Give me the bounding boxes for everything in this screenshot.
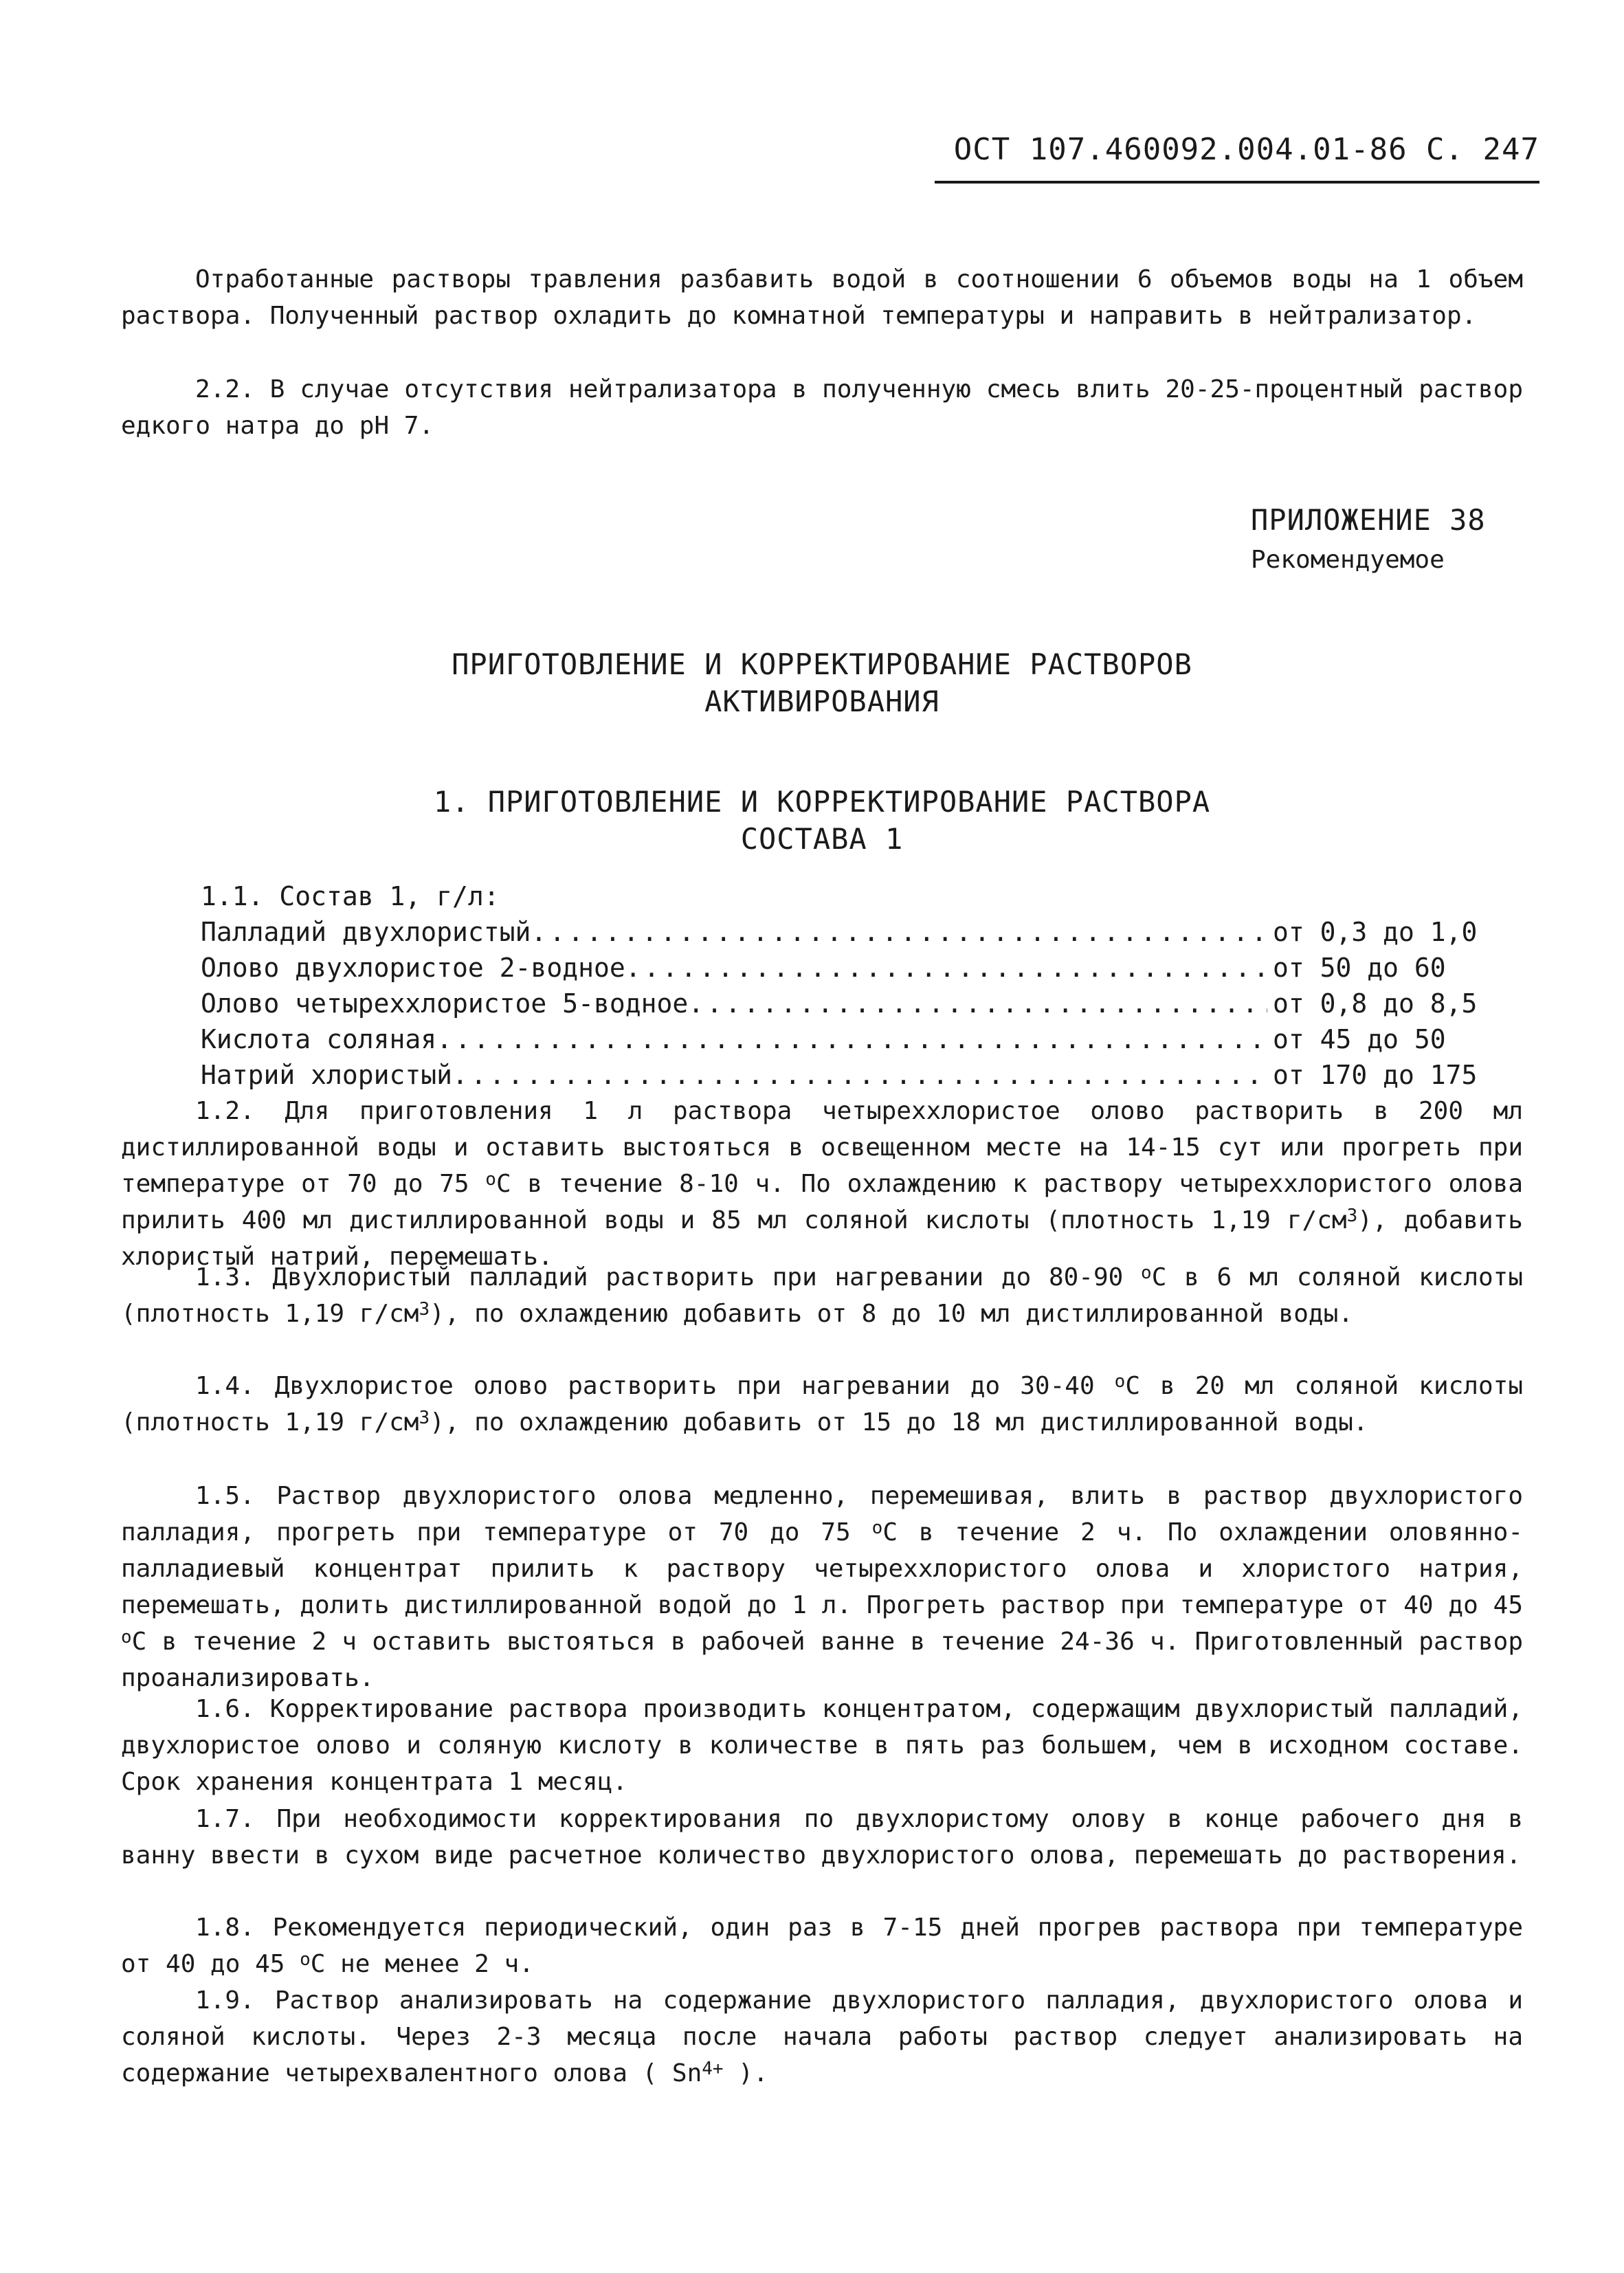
composition-table <box>201 878 1506 1093</box>
paragraph-1-7: 1.7. При необходимости корректирования по двухлористому олову в конце рабочего дня в ванну ввести в сухом виде расчетное количество двухлористого олова, перемешать до растворения. <box>121 1805 1523 1870</box>
component-range: от 170 до 175 <box>1273 1060 1478 1090</box>
composition-row <box>201 1021 1506 1057</box>
appendix-status: Рекомендуемое <box>1251 546 1445 574</box>
paragraph-2-2: 2.2. В случае отсутствия нейтрализатора в полученную смесь влить 20-25-процентный раствор едкого натра до pH 7. <box>121 375 1523 440</box>
paragraph-1-5: 1.5. Раствор двухлористого олова медленно, перемешивая, влить в раствор двухлористого палладия, прогреть при температуре от 70 до 75 $^o$С в течение 2 ч. По охлаждении оловянно-палладиевый концентрат прилить к раствору четыреххлористого олова и хлористого натрия, перемешать, долить дистиллированной водой до 1 л. Прогреть раствор при температуре от 40 до 45 $^o$С в течение 2 ч оставить выстояться в рабочей ванне в течение 24-36 ч. Приготовленный раствор проанализировать. <box>121 1482 1524 1692</box>
section-title <box>121 784 1523 858</box>
cube-sign: 3 <box>419 1299 430 1320</box>
composition-heading: 1.1. Состав 1, г/л: <box>201 881 500 911</box>
paragraph-1-9: 1.9. Раствор анализировать на содержание двухлористого палладия, двухлористого олова и соляной кислоты. Через 2-3 месяца после начала работы раствор следует анализировать на содержание четырехвалентного олова ( $Sn^{4+}$ ). <box>121 1986 1523 2087</box>
section-title-line-1: 1. ПРИГОТОВЛЕНИЕ И КОРРЕКТИРОВАНИЕ РАСТВОРА <box>433 785 1211 819</box>
paragraph-1-3: 1.3. Двухлористый палладий растворить при нагревании до 80-90 $^o$С в 6 мл соляной кислоты (плотность 1,19 $г/см^3$), по охлаждению добавить от 8 до 10 мл дистиллированной воды. <box>121 1263 1524 1328</box>
degree-sign: o <box>300 1949 311 1970</box>
paragraph-1-6: 1.6. Корректирование раствора производить концентратом, содержащим двухлористый палладий, двухлористое олово и соляную кислоту в количестве в пять раз большем, чем в исходном составе. Срок хранения концентрата 1 месяц. <box>121 1695 1523 1796</box>
component-range: от 0,3 до 1,0 <box>1273 917 1478 947</box>
component-name: Олово четыреххлористое 5-водное <box>201 988 689 1019</box>
appendix-number: ПРИЛОЖЕНИЕ 38 <box>1251 503 1486 537</box>
component-range: от 45 до 50 <box>1273 1024 1446 1054</box>
paragraph-1-2: 1.2. Для приготовления 1 л раствора четыреххлористое олово растворить в 200 мл дистиллированной воды и оставить выстояться в освещенном месте на 14-15 сут или прогреть при температуре от 70 до 75 $^o$С в течение 8-10 ч. По охлаждению к раствору четыреххлористого олова прилить 400 мл дистиллированной воды и 85 мл соляной кислоты (плотность 1,19 $г/см^3$), добавить хлористый натрий, перемешать. <box>121 1097 1524 1271</box>
degree-sign: o <box>485 1169 496 1190</box>
appendix-label <box>1251 500 1539 580</box>
component-name: Палладий двухлористый <box>201 917 531 947</box>
component-range: от 0,8 до 8,5 <box>1273 988 1478 1019</box>
page-header: ОСТ 107.460092.004.01-86 С. 247 <box>935 132 1539 184</box>
leader-dots <box>531 914 1267 950</box>
section-title-line-2: СОСТАВА 1 <box>740 822 904 856</box>
component-name: Натрий хлористый <box>201 1060 453 1090</box>
degree-sign: o <box>1114 1371 1126 1392</box>
composition-row <box>201 986 1506 1021</box>
document-title <box>121 646 1523 720</box>
composition-row <box>201 914 1506 950</box>
leader-dots <box>436 1021 1267 1057</box>
component-range: от 50 до 60 <box>1273 953 1446 983</box>
degree-sign: o <box>871 1518 883 1538</box>
leader-dots <box>625 950 1267 986</box>
leader-dots <box>688 986 1267 1021</box>
component-name: Кислота соляная <box>201 1024 437 1054</box>
cube-sign: 3 <box>419 1408 430 1428</box>
title-line-2: АКТИВИРОВАНИЯ <box>704 685 939 718</box>
paragraph-1-4: 1.4. Двухлористое олово растворить при нагревании до 30-40 $^o$С в 20 мл соляной кислоты (плотность 1,19 $г/см^3$), по охлаждению добавить от 15 до 18 мл дистиллированной воды. <box>121 1371 1523 1437</box>
charge-superscript: 4+ <box>702 2059 724 2079</box>
intro-paragraph: Отработанные растворы травления разбавить водой в соотношении 6 объемов воды на 1 объем раствора. Полученный раствор охладить до комнатной температуры и направить в нейтрализатор. <box>121 265 1523 330</box>
degree-sign: o <box>1141 1263 1152 1283</box>
composition-row <box>201 1057 1506 1093</box>
leader-dots <box>452 1057 1267 1093</box>
composition-row <box>201 950 1506 986</box>
title-line-1: ПРИГОТОВЛЕНИЕ И КОРРЕКТИРОВАНИЕ РАСТВОРОВ <box>452 647 1192 681</box>
component-name: Олово двухлористое 2-водное <box>201 953 625 983</box>
cube-sign: 3 <box>1346 1206 1358 1226</box>
paragraph-1-8: 1.8. Рекомендуется периодический, один раз в 7-15 дней прогрев раствора при температуре от 40 до 45 $^o$С не менее 2 ч. <box>121 1914 1523 1978</box>
degree-sign: o <box>121 1627 132 1648</box>
